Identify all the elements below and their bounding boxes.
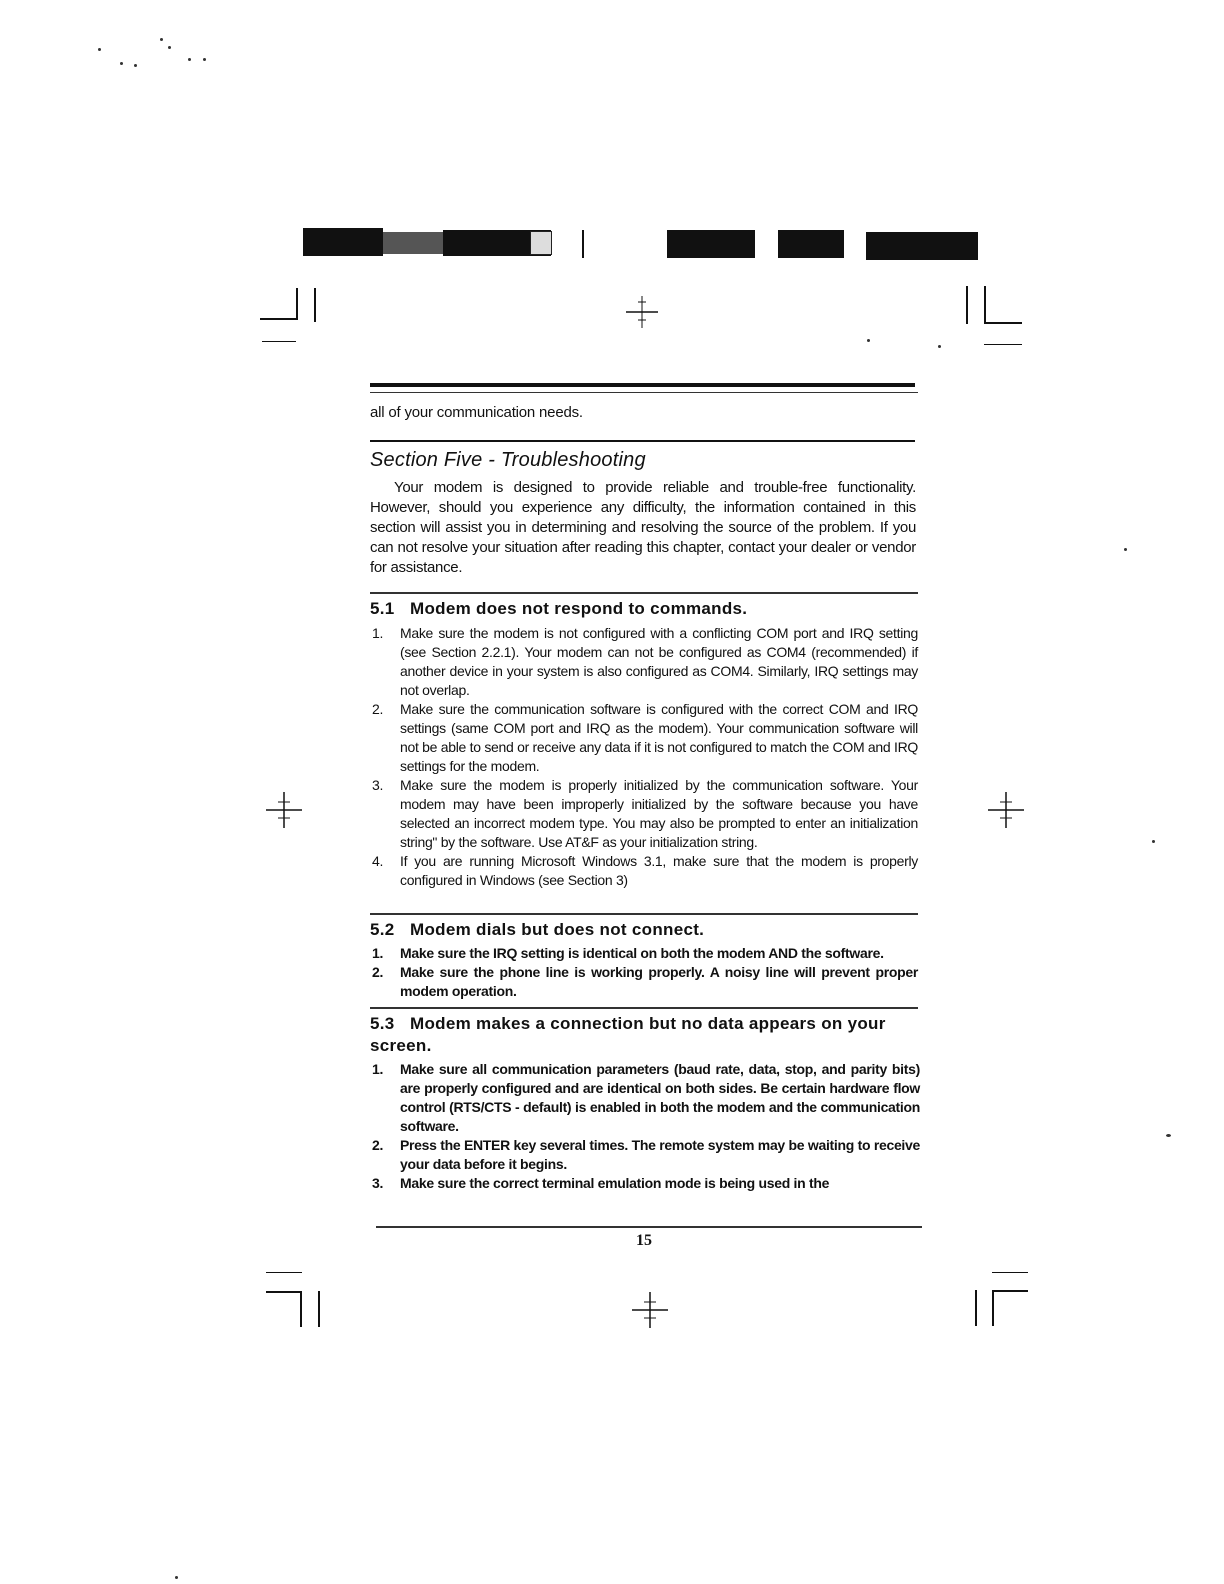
subsection-heading-5-2	[370, 919, 920, 941]
steps-list-5-3	[370, 1060, 920, 1193]
subsection-number: 5.1	[370, 599, 395, 618]
footer-rule	[376, 1226, 922, 1228]
registration-mark-bottom	[630, 1290, 670, 1330]
subsection-rule-5-1	[370, 592, 918, 594]
list-item	[370, 944, 918, 963]
subsection-number: 5.2	[370, 920, 395, 939]
item-text: If you are running Microsoft Windows 3.1, make sure that the modem is properly configured in Windows (see Section 3)	[400, 853, 918, 888]
item-number: 3.	[372, 777, 384, 793]
subsection-rule-5-2	[370, 913, 918, 915]
subsection-title: Modem makes a connection but no data appears on your screen.	[370, 1014, 886, 1055]
item-text: Make sure the IRQ setting is identical on both the modem AND the software.	[400, 945, 884, 961]
page-number: 15	[636, 1232, 652, 1249]
item-number: 1.	[372, 625, 384, 641]
item-text: Press the ENTER key several times. The remote system may be waiting to receive your data before it begins.	[400, 1137, 920, 1172]
subsection-title: Modem dials but does not connect.	[410, 920, 705, 939]
registration-mark-left	[264, 790, 304, 830]
section-rule	[370, 440, 915, 442]
list-item	[370, 1136, 920, 1174]
steps-list-5-2	[370, 944, 918, 1001]
item-text: Make sure the correct terminal emulation mode is being used in the	[400, 1175, 830, 1191]
item-number: 2.	[372, 964, 384, 980]
list-item	[370, 776, 918, 852]
item-number: 1.	[372, 945, 384, 961]
list-item	[370, 624, 918, 700]
item-text: Make sure the communication software is configured with the correct COM and IRQ settings (same COM port and IRQ as the modem). Your communication software will not be able to send or receive any data if it is not configured to match the COM and IRQ settings for the modem.	[400, 701, 918, 774]
item-number: 2.	[372, 1137, 384, 1153]
registration-mark-top	[622, 292, 662, 332]
section-intro	[370, 478, 916, 578]
item-text: Make sure the phone line is working properly. A noisy line will prevent proper modem operation.	[400, 964, 918, 999]
list-item	[370, 700, 918, 776]
item-text: Make sure the modem is not configured with a conflicting COM port and IRQ setting (see Section 2.2.1). Your modem can not be configured as COM4 (recommended) if another device in your system is also configured as COM4. Similarly, IRQ settings may not overlap.	[400, 625, 918, 698]
subsection-rule-5-3	[370, 1007, 918, 1009]
list-item	[370, 1174, 920, 1193]
list-item	[370, 963, 918, 1001]
item-number: 4.	[372, 853, 384, 869]
subsection-heading-5-3	[370, 1013, 910, 1057]
subsection-number: 5.3	[370, 1014, 395, 1033]
steps-list-5-1	[370, 624, 918, 890]
item-text: Make sure all communication parameters (baud rate, data, stop, and parity bits) are properly configured and are identical on both sides. Be certain hardware flow control (RTS/CTS - default) is enabled in both the modem and the communication software.	[400, 1061, 920, 1134]
item-number: 3.	[372, 1175, 384, 1191]
section-title: Section Five - Troubleshooting	[370, 449, 646, 471]
subsection-title: Modem does not respond to commands.	[410, 599, 748, 618]
item-number: 1.	[372, 1061, 384, 1077]
section-intro-text: Your modem is designed to provide reliable and trouble-free functionality. However, should you experience any difficulty, the information contained in this section will assist you in determining and resolving the source of the problem. If you can not resolve your situation after reading this chapter, contact your dealer or vendor for assistance.	[370, 479, 916, 576]
registration-mark-right	[986, 790, 1026, 830]
list-item	[370, 1060, 920, 1136]
item-number: 2.	[372, 701, 384, 717]
top-rule	[370, 383, 915, 387]
subsection-heading-5-1	[370, 598, 920, 620]
continued-text: all of your communication needs.	[370, 404, 583, 421]
top-rule-thin	[370, 392, 918, 393]
item-text: Make sure the modem is properly initialized by the communication software. Your modem may have been improperly initialized by the software because you have selected an incorrect modem type. You may also be prompted to enter an initialization string" by the software. Use AT&F as your initialization string.	[400, 777, 918, 850]
list-item	[370, 852, 918, 890]
